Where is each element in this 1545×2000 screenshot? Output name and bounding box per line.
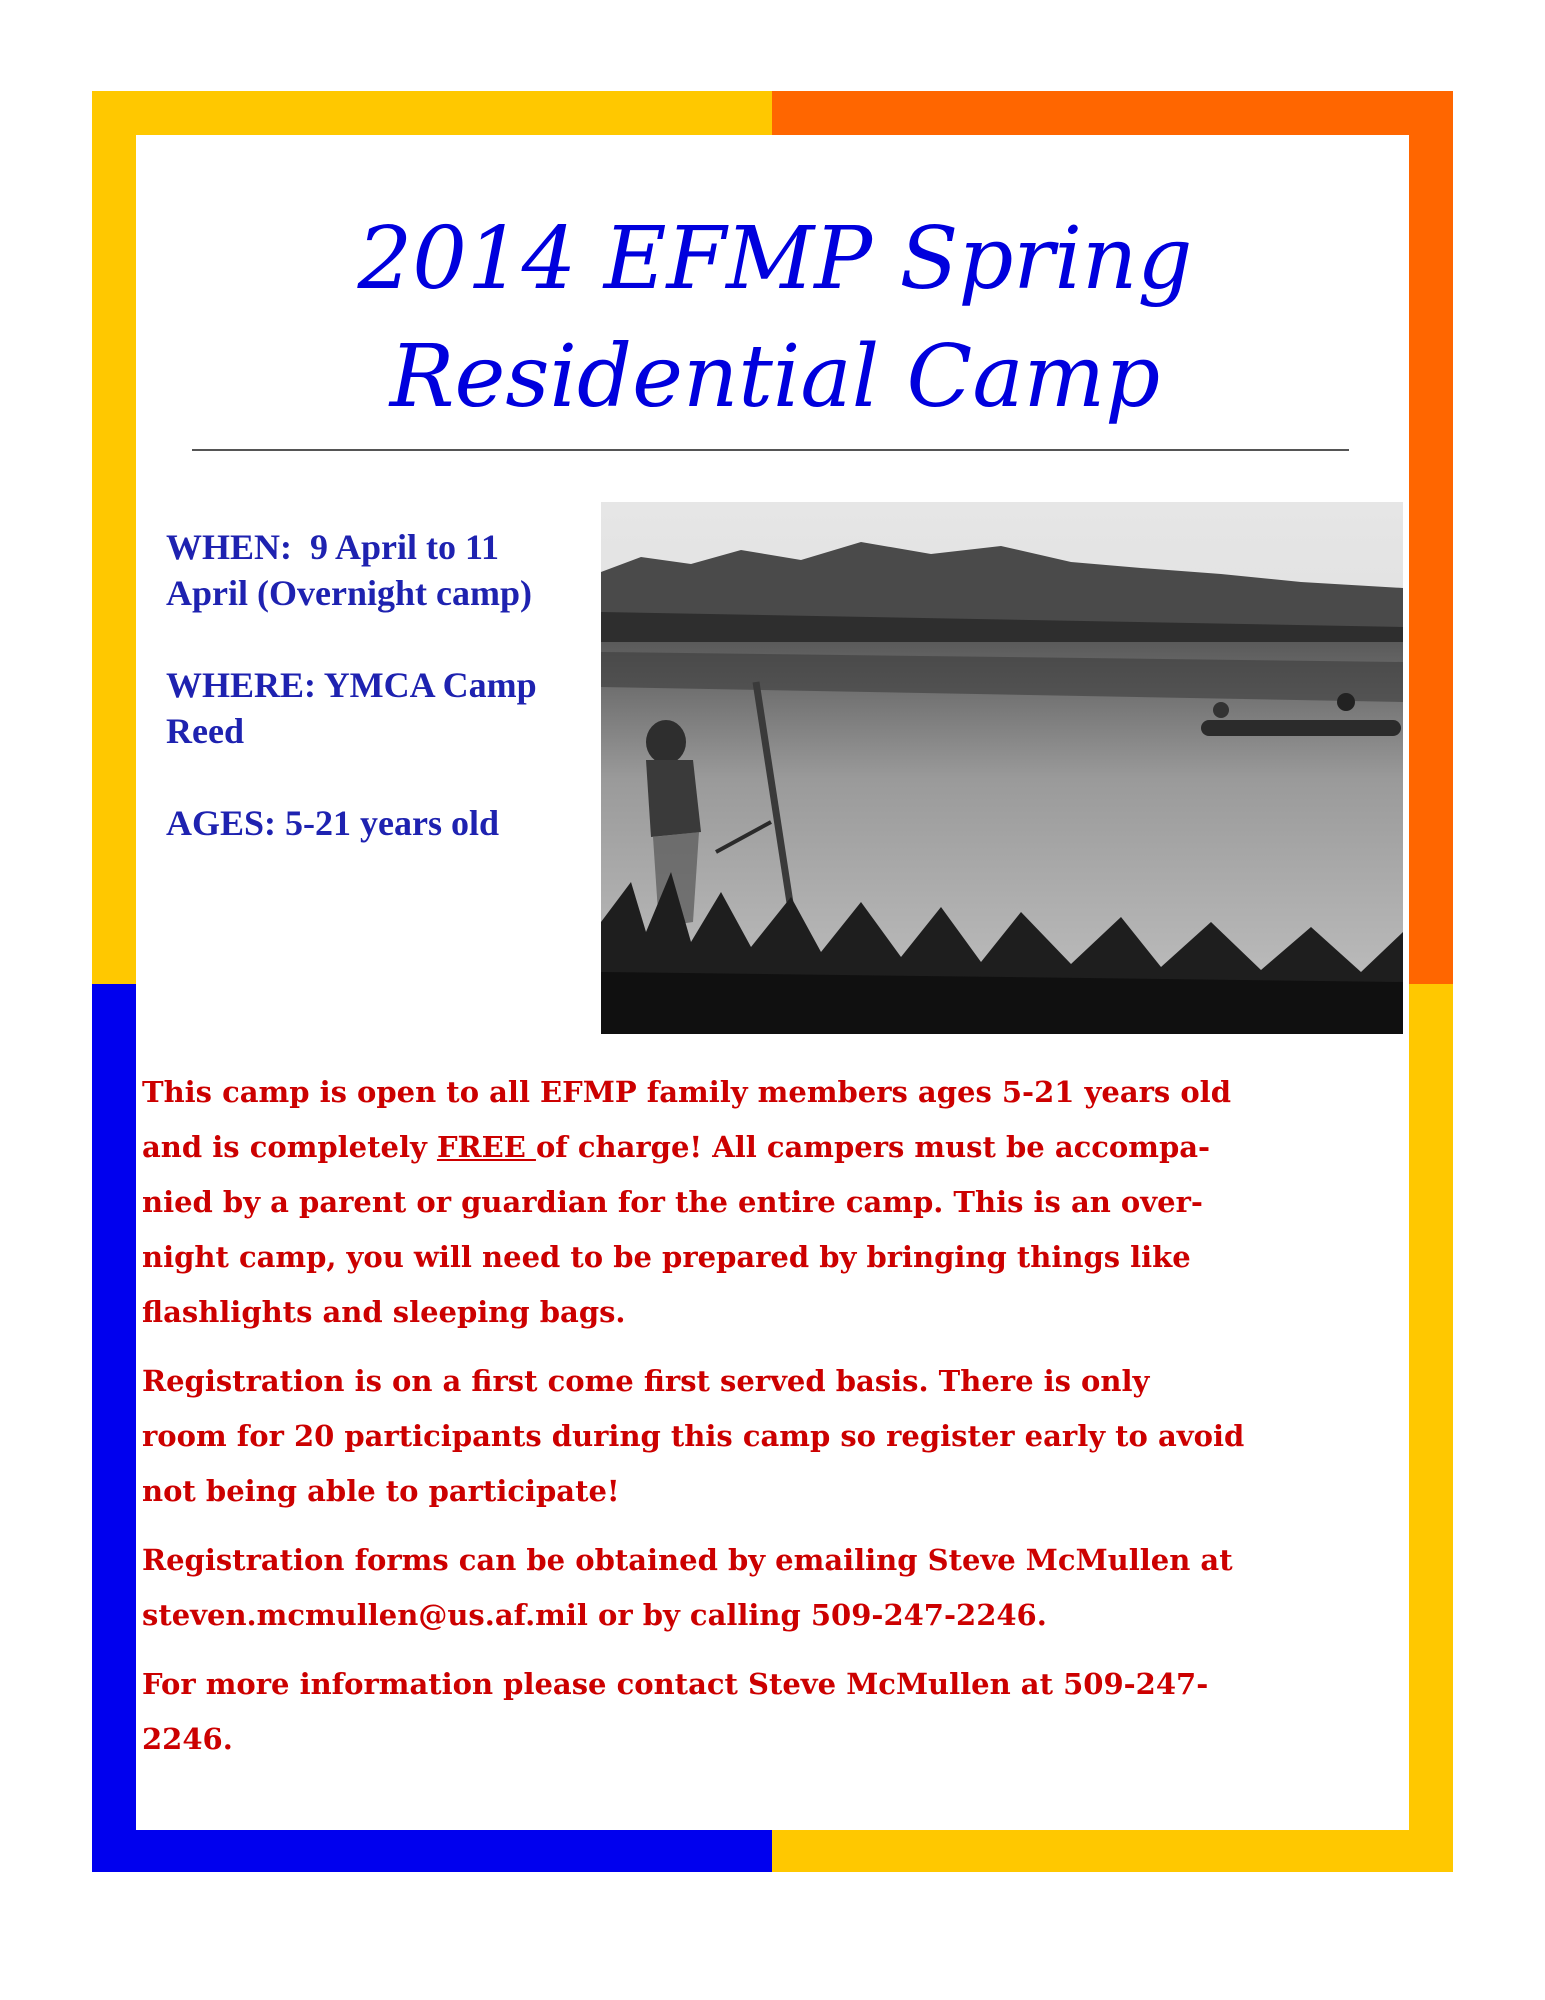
paragraph-contact — [142, 1657, 1392, 1767]
title-line-2: Residential Camp — [389, 327, 1161, 427]
where-value-2: Reed — [166, 711, 244, 751]
when-value-1: 9 April to 11 — [310, 527, 500, 567]
p1-line-5: flashlights and sleeping bags. — [142, 1295, 626, 1329]
p4-line-1: For more information please contact Steve McMullen at 509-247- — [142, 1667, 1209, 1701]
where-label: WHERE: — [166, 665, 317, 705]
paragraph-camp-info — [142, 1065, 1392, 1340]
boy-head — [646, 720, 686, 764]
p1-free-text: FREE — [436, 1130, 536, 1164]
p1-line-4: night camp, you will need to be prepared by bringing things like — [142, 1240, 1191, 1274]
boy-body — [646, 760, 701, 837]
title-line-1: 2014 EFMP Spring — [357, 209, 1193, 309]
lake-scene-photo — [601, 502, 1403, 1034]
when-label: WHEN: — [166, 527, 292, 567]
canoe — [1201, 720, 1401, 736]
paragraph-registration — [142, 1354, 1392, 1519]
p3-line-1: Registration forms can be obtained by emailing Steve McMullen at — [142, 1543, 1233, 1577]
p1-line-3: nied by a parent or guardian for the entire camp. This is an over- — [142, 1185, 1203, 1219]
p2-line-3: not being able to participate! — [142, 1474, 620, 1508]
when-block — [166, 524, 596, 616]
foreground-ground — [601, 972, 1403, 1034]
p1-line-2-pre: and is completely — [142, 1130, 437, 1164]
canoeist-1 — [1213, 702, 1229, 718]
title-divider — [192, 449, 1349, 451]
frame-right-upper — [1409, 91, 1453, 984]
body-text — [142, 1065, 1392, 1781]
ages-value: 5-21 years old — [285, 803, 500, 843]
page-title — [190, 200, 1360, 436]
frame-left-upper — [92, 91, 136, 984]
p1-line-1: This camp is open to all EFMP family members ages 5-21 years old — [142, 1075, 1231, 1109]
frame-right-lower — [1409, 984, 1453, 1872]
ages-label: AGES: — [166, 803, 277, 843]
when-value-2: April (Overnight camp) — [166, 573, 532, 613]
where-value-1: YMCA Camp — [323, 665, 537, 705]
canoeist-2 — [1337, 693, 1355, 711]
paragraph-forms — [142, 1533, 1392, 1643]
frame-bottom-left — [92, 1830, 772, 1872]
p1-line-2-post: of charge! All campers must be accompa- — [535, 1130, 1211, 1164]
where-block — [166, 662, 596, 754]
p2-line-2: room for 20 participants during this camp so register early to avoid — [142, 1419, 1245, 1453]
frame-top-right — [772, 91, 1453, 135]
event-details — [166, 524, 596, 892]
frame-bottom-right — [772, 1830, 1453, 1872]
frame-top-left — [92, 91, 772, 135]
ages-block — [166, 800, 596, 846]
frame-left-lower — [92, 984, 136, 1872]
p4-line-2: 2246. — [142, 1722, 233, 1756]
p3-line-2: steven.mcmullen@us.af.mil or by calling 509-247-2246. — [142, 1598, 1047, 1632]
p2-line-1: Registration is on a first come first served basis. There is only — [142, 1364, 1150, 1398]
